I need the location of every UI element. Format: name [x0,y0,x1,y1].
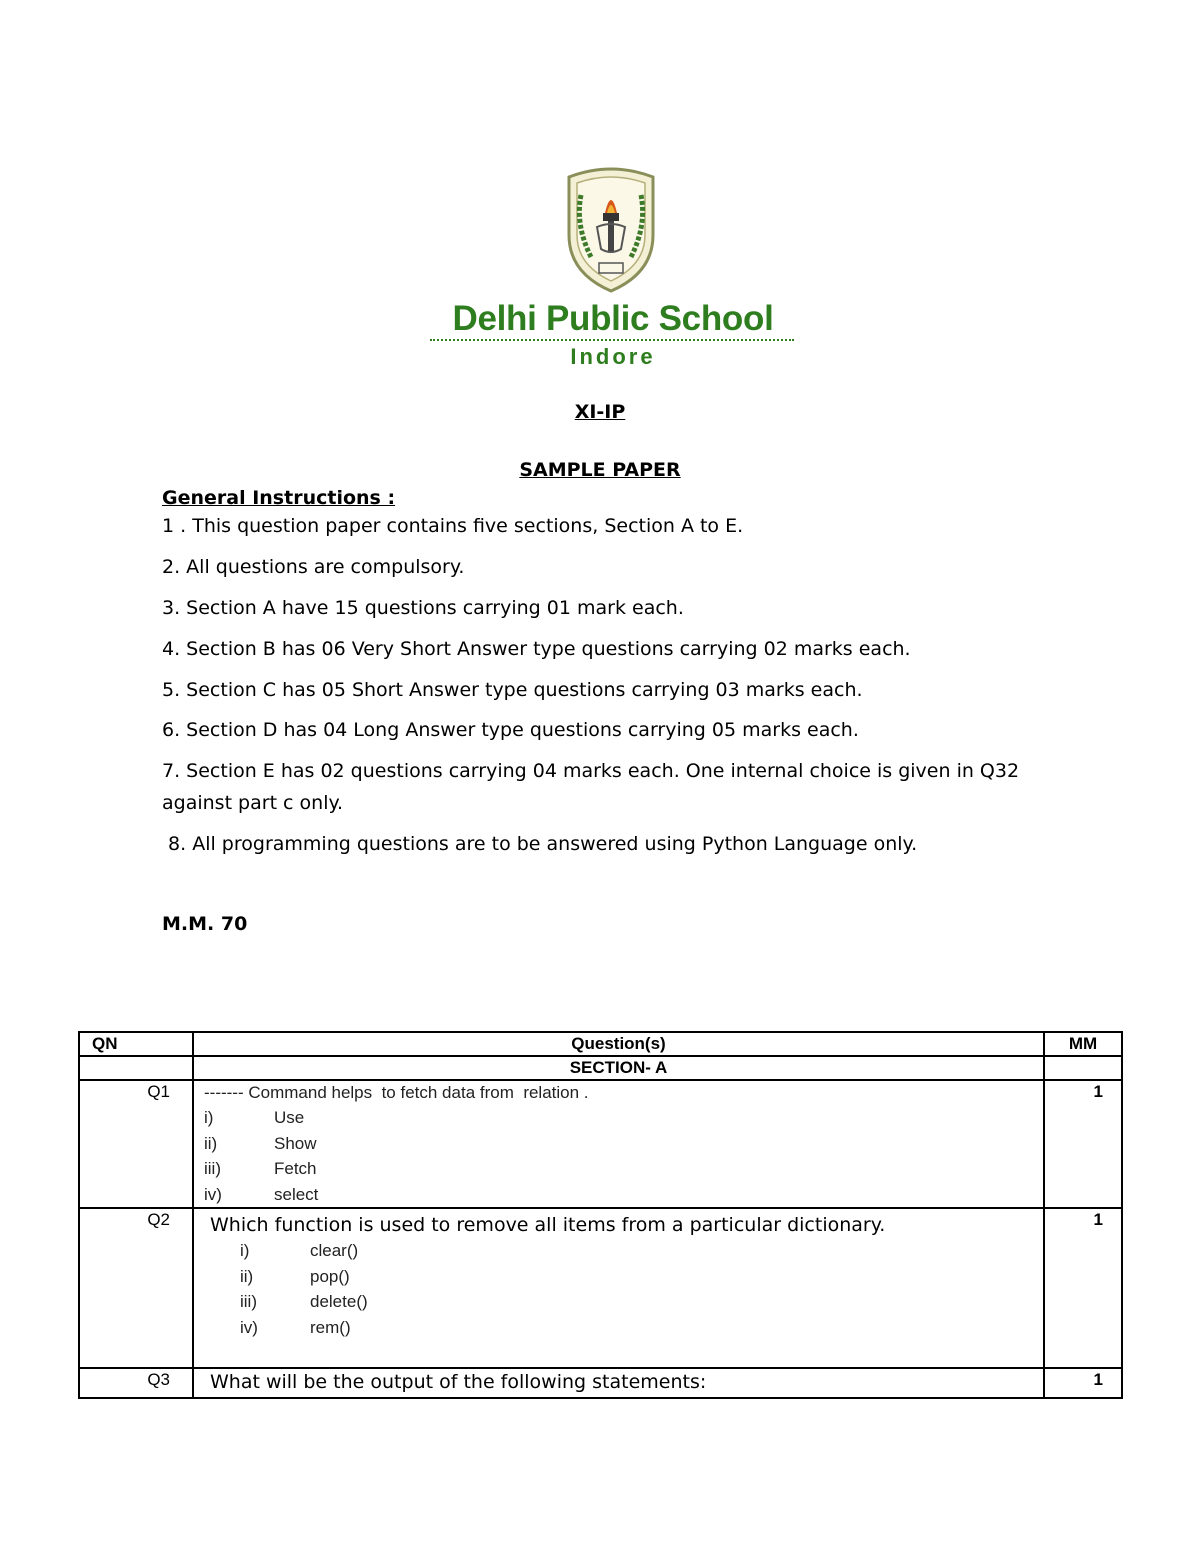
question-number: Q1 [79,1080,193,1208]
section-row [79,1056,1122,1080]
option: ii) Show [204,1133,317,1153]
option: iii) Fetch [204,1159,317,1178]
option: i) clear() [240,1241,359,1260]
instruction-item: 5. Section C has 05 Short Answer type questions carrying 03 marks each. [162,679,863,701]
instruction-item: 2. All questions are compulsory. [162,556,465,578]
school-crest-icon [561,165,661,293]
question-cell [193,1080,1044,1208]
question-table [78,1031,1123,1399]
option: iii) delete() [240,1292,368,1311]
instruction-item: 4. Section B has 06 Very Short Answer type questions carrying 02 marks each. [162,638,911,660]
question-cell [193,1208,1044,1368]
instruction-item: 7. Section E has 02 questions carrying 04 marks each. One internal choice is given in Q32 [162,760,1020,782]
instruction-item: 1 . This question paper contains five sections, Section A to E. [162,515,744,537]
option: iv) select [204,1184,319,1204]
instruction-item: 8. All programming questions are to be answered using Python Language only. [162,833,918,855]
option: i) Use [204,1108,305,1127]
instructions-heading: General Instructions : [162,487,396,509]
school-logo [428,165,798,375]
instruction-item: 6. Section D has 04 Long Answer type questions carrying 05 marks each. [162,719,859,741]
question-marks: 1 [1044,1368,1122,1398]
option: ii) pop() [240,1266,350,1286]
instruction-item: against part c only. [162,792,344,814]
table-header-row [79,1032,1122,1056]
question-cell [193,1368,1044,1398]
table-row [79,1080,1122,1208]
question-number: Q2 [79,1208,193,1368]
logo-city: Indore [570,344,656,369]
max-marks: M.M. 70 [162,913,248,935]
paper-title: SAMPLE PAPER [519,459,681,481]
option: iv) rem() [240,1317,351,1337]
logo-divider [430,339,794,341]
header-mm: MM [1044,1032,1122,1056]
section-label: SECTION- A [193,1056,1044,1080]
question-text: Which function is used to remove all items from a particular dictionary. [210,1214,886,1236]
question-text: What will be the output of the following statements: [210,1371,707,1393]
class-label: XI-IP [574,401,626,423]
header-qn: QN [79,1032,193,1056]
table-row [79,1208,1122,1368]
question-number: Q3 [79,1368,193,1398]
header-question: Question(s) [193,1032,1044,1056]
question-marks: 1 [1044,1208,1122,1368]
table-row [79,1368,1122,1398]
instruction-item: 3. Section A have 15 questions carrying 01 mark each. [162,597,684,619]
question-text: ------- Command helps to fetch data from relation . [204,1083,589,1102]
question-marks: 1 [1044,1080,1122,1208]
options-list [210,1238,1037,1340]
logo-school-name: Delhi Public School [452,299,774,338]
